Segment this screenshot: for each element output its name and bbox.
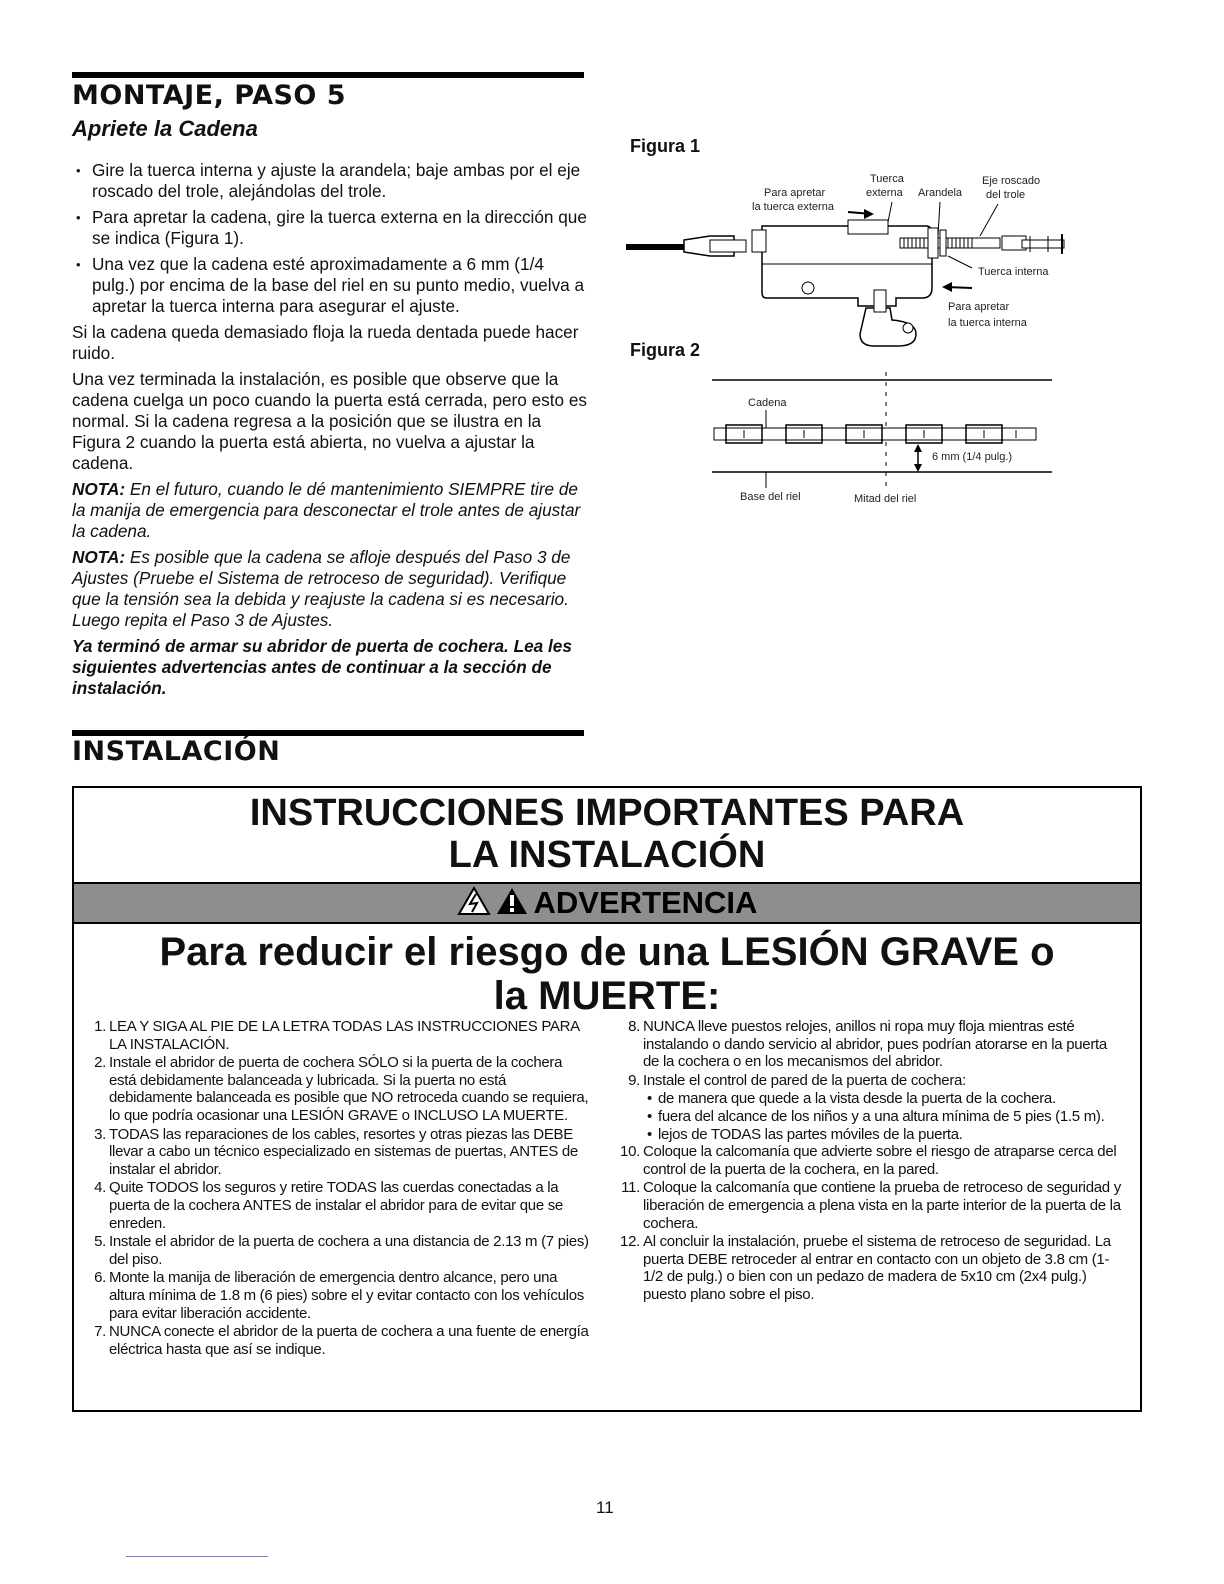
warning-title-line: INSTRUCCIONES IMPORTANTES PARA [249, 792, 965, 834]
note-label: NOTA: [72, 547, 126, 567]
risk-line: la MUERTE: [493, 974, 721, 1018]
figure-1-label: Figura 1 [630, 136, 701, 156]
instruction-item: 10. Coloque la calcomanía que advierte sobre el riesgo de atraparse cerca del control de la puerta de la cochera, en la pared. [620, 1143, 1117, 1178]
fig1-label-para-apretar-int: la tuerca interna [948, 317, 1027, 329]
instruction-item: 7. NUNCA conecte el abridor de la puerta de cochera a una fuente de energía eléctrica hasta que así se indique. [94, 1323, 589, 1358]
shock-hazard-icon [457, 886, 491, 921]
note-2 [72, 547, 588, 631]
instruction-subitem: • de manera que quede a la vista desde la puerta de la cochera. [614, 1090, 1124, 1108]
instruction-subitem: • lejos de TODAS las partes móviles de la puerta. [614, 1126, 1124, 1144]
fig2-label-base: Base del riel [740, 491, 801, 503]
fig2-label-medida: 6 mm (1/4 pulg.) [932, 451, 1013, 463]
step-bullet: • Una vez que la cadena esté aproximadamente a 6 mm (1/4 pulg.) por encima de la base del riel en su punto medio, vuelva a apretar la tuerca interna para asegurar el ajuste. [72, 254, 588, 317]
step-paragraph: Una vez terminada la instalación, es posible que observe que la cadena cuelga un poco cuando la puerta está cerrada, pero esto es normal. Si la cadena regresa a la posición que se ilustra en la Figura 2 cuando la puerta está abierta, no vuelva a ajustar la cadena. [72, 369, 588, 473]
warning-box [72, 786, 1142, 1412]
fig1-label-para-apretar-ext: la tuerca externa [752, 201, 834, 213]
instruction-item: 12. Al concluir la instalación, pruebe el sistema de retroceso de seguridad. La puerta DEBE retroceder al entrar en contacto con un objeto de 3.8 cm (1-1/2 de pulg.) o bien con un pedazo de madera de 5x10 cm (2x4 pulg.) puesto plano sobre el piso. [620, 1233, 1111, 1303]
closing-note: Ya terminó de armar su abridor de puerta de cochera. Lea les siguientes advertencias antes de continuar a la sección de instalación. [72, 636, 572, 698]
instruction-item: 4. Quite TODOS los seguros y retire TODAS las cuerdas conectadas a la puerta de la cochera ANTES de instalar el abridor para de evitar que se enreden. [94, 1179, 563, 1232]
section-rule-top [72, 72, 584, 78]
instructions-left [80, 1018, 592, 1359]
step-body [72, 160, 588, 699]
instruction-item: 8. NUNCA lleve puestos relojes, anillos ni ropa muy floja mientras esté instalando o dando servicio al abridor, pues podrían atorarse en la puerta de la cochera o en los mecanismos del abridor. [628, 1018, 1107, 1071]
fig1-label-arandela: Arandela [918, 187, 963, 199]
risk-line: Para reducir el riesgo de una LESIÓN GRAVE o [159, 930, 1055, 974]
step-paragraph: Si la cadena queda demasiado floja la rueda dentada puede hacer ruido. [72, 322, 579, 363]
instruction-item: 11. Coloque la calcomanía que contiene la prueba de retroceso de seguridad y liberación de emergencia a plena vista en la parte interior de la puerta de la cochera. [621, 1179, 1121, 1232]
figure-1-diagram [626, 160, 1066, 352]
instruction-subitem: • fuera del alcance de los niños y a una altura mínima de 5 pies (1.5 m). [614, 1108, 1124, 1126]
figure-2-diagram [700, 368, 1060, 514]
fig1-label-tuerca-interna: Tuerca interna [978, 266, 1049, 278]
advertencia-band [74, 882, 1140, 924]
fig1-label-tuerca-ext: Tuerca [870, 173, 904, 185]
note-label: NOTA: [72, 479, 126, 499]
instruction-item: 6. Monte la manija de liberación de emergencia dentro alcance, pero una altura mínima de 1.8 m (6 pies) sobre el y evitar contacto con los vehículos para evitar liberación accidente. [94, 1269, 584, 1322]
instruction-item: 1. LEA Y SIGA AL PIE DE LA LETRA TODAS LAS INSTRUCCIONES PARA LA INSTALACIÓN. [94, 1018, 580, 1053]
instruction-item: 9. Instale el control de pared de la puerta de cochera: [628, 1071, 966, 1089]
fig1-label-eje: Eje roscado [982, 175, 1041, 187]
figure-2-label: Figura 2 [630, 340, 701, 360]
fig2-label-cadena: Cadena [748, 397, 787, 409]
instruction-item: 3. TODAS las reparaciones de los cables, resortes y otras piezas las DEBE llevar a cabo un técnico especializado en sistemas de puertas, ANTES de instalar el abridor. [94, 1125, 578, 1178]
warning-title-line: LA INSTALACIÓN [448, 834, 766, 876]
fig2-label-mitad: Mitad del riel [854, 493, 917, 505]
fig1-label-para-apretar-ext: Para apretar [764, 187, 826, 199]
step-bullet: • Gire la tuerca interna y ajuste la arandela; baje ambas por el eje roscado del trole, alejándolas del trole. [72, 160, 588, 202]
risk-heading [74, 930, 1140, 1018]
page-number: 11 [596, 1498, 614, 1517]
fig1-label-para-apretar-int: Para apretar [948, 301, 1010, 313]
note-text: Es posible que la cadena se afloje después del Paso 3 de Ajustes (Pruebe el Sistema de retroceso de seguridad). Verifique que la tensión sea la debida y reajuste la cadena si es necesario. Luego repita el Paso 3 de Ajustes. [72, 547, 571, 630]
warning-triangle-icon [495, 886, 529, 921]
step-subtitle: Apriete la Cadena [72, 116, 258, 141]
instruction-item: 2. Instale el abridor de puerta de cochera SÓLO si la puerta de la cochera está debidamente balanceada y lubricada. Si la puerta no está debidamente balanceada es posible que NO retroceda cuando se requiera, lo que podría ocasionar una LESIÓN GRAVE o INCLUSO LA MUERTE. [94, 1054, 589, 1124]
instruction-item: 5. Instale el abridor de la puerta de cochera a una distancia de 2.13 m (7 pies) del piso. [94, 1233, 589, 1268]
step-title: MONTAJE, PASO 5 [72, 80, 347, 111]
step-bullet: • Para apretar la cadena, gire la tuerca externa en la dirección que se indica (Figura 1). [72, 207, 588, 249]
warning-box-title [74, 792, 1140, 876]
note-text: En el futuro, cuando le dé mantenimiento SIEMPRE tire de la manija de emergencia para desconectar el trole antes de ajustar la cadena. [72, 479, 581, 541]
advertencia-text: ADVERTENCIA [533, 885, 758, 920]
note-1 [72, 479, 588, 542]
instructions-right [614, 1018, 1124, 1305]
footer-link-line [126, 1556, 268, 1557]
fig1-label-eje: del trole [986, 189, 1026, 201]
fig1-label-tuerca-ext: externa [866, 187, 903, 199]
install-title: INSTALACIÓN [72, 736, 281, 767]
